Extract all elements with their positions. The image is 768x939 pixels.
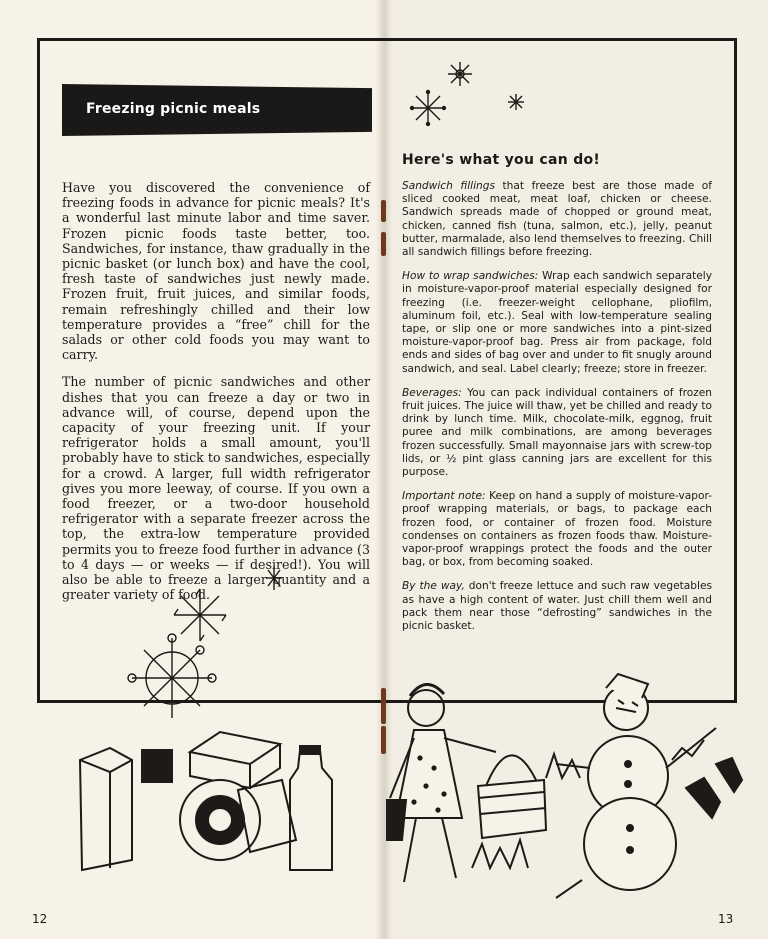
frozen-foods-illustration [70, 720, 360, 890]
snowflake-cluster-left-icon [100, 560, 290, 720]
section-sandwich-fillings [402, 180, 712, 259]
staple-middle [381, 232, 386, 256]
section-lead: How to wrap sandwiches: [402, 270, 539, 283]
section-text: You can pack individual containers of frozen fruit juices. The juice will thaw, yet be chilled and ready to drink by lunch time. Milk, chocolate-milk, eggnog, fruit puree and milk combinations, are among beverages frozen successfully. Small mayonnaise jars with screw-top lids, or ½ pint glass canning jars are excellent for this purpose. [402, 386, 712, 479]
right-heading: Here's what you can do! [402, 152, 601, 168]
page-number-right: 13 [718, 912, 734, 926]
section-lead: By the way, [402, 580, 465, 593]
page-number-left: 12 [32, 912, 48, 926]
snowflake-cluster-top-icon [400, 56, 550, 146]
section-text: don't freeze lettuce and such raw vegetables as have a high content of water. Just chill them well and pack them near those “defrosting” sandwiches in the picnic basket. [402, 580, 712, 633]
section-lead: Important note: [402, 490, 486, 503]
section-wrap-sandwiches [402, 270, 712, 376]
intro-paragraph: Have you discovered the convenience of freezing foods in advance for picnic meals? It's a wonderful last minute labor and time saver. Frozen picnic foods taste better, too. Sandwiches, for instance, thaw gradually in the picnic basket (or lunch box) and have the cool, fresh taste of sandwiches just newly made. Frozen fruit, fruit juices, and similar foods, remain refreshingly chilled and their low temperature provides a “free” chill for the salads or other cold foods you may want to carry. [62, 180, 370, 363]
section-text: that freeze best are those made of sliced cooked meat, meat loaf, chicken or cheese. Sandwich spreads made of chopped or ground meat, chicken, canned fish (tuna, salmon, etc.), jelly, peanut butter, marmalade, also lend themselves to freezing. Chill all sandwich fillings before freezing. [402, 180, 712, 259]
right-body-text [402, 152, 712, 644]
section-lead: Beverages: [402, 386, 462, 399]
section-important-note [402, 490, 712, 569]
capacity-paragraph: The number of picnic sandwiches and other dishes that you can freeze a day or two in advance will, of course, depend upon the capacity of your freezing unit. If your refrigerator holds a small amount, you'll probably have to stick to sandwiches, especially for a crowd. A larger, full width refrigerator gives you more leeway, of course. If you own a food freezer, or a two-door household refrigerator with a separate freezer across the top, the extra-low temperature provided permits you to freeze food further in advance (3 to 4 days — or weeks — if desired!). You will also be able to freeze a larger quantity and a greater variety of food. [62, 374, 370, 603]
section-text: Keep on hand a supply of moisture-vapor-proof wrapping materials, or bags, to package each frozen food, or container of frozen food. Moisture condenses on containers as frozen foods thaw. Moisture-vapor-proof wrappings protect the foods and the outer bag, or box, from becoming soaked. [402, 490, 713, 569]
staple-top [381, 200, 386, 222]
section-text: Wrap each sandwich separately in moisture-vapor-proof material especially designed for freezing (i.e. freezer-weight cellophane, pliofilm, aluminum foil, etc.). Seal with low-temperature sealing tape, or slip one or more sandwiches into a pint-sized moisture-vapor-proof bag. Press air from package, fold ends and sides of bag over and under to fit snugly around sandwich, and seal. Label clearly; freeze; store in freezer. [402, 270, 712, 375]
left-body-text [62, 180, 370, 614]
banner-title: Freezing picnic meals [86, 101, 261, 117]
picnic-woman-snowman-illustration [386, 668, 746, 908]
section-beverages [402, 387, 712, 479]
section-lead: Sandwich fillings [402, 180, 495, 192]
section-by-the-way [402, 580, 712, 633]
